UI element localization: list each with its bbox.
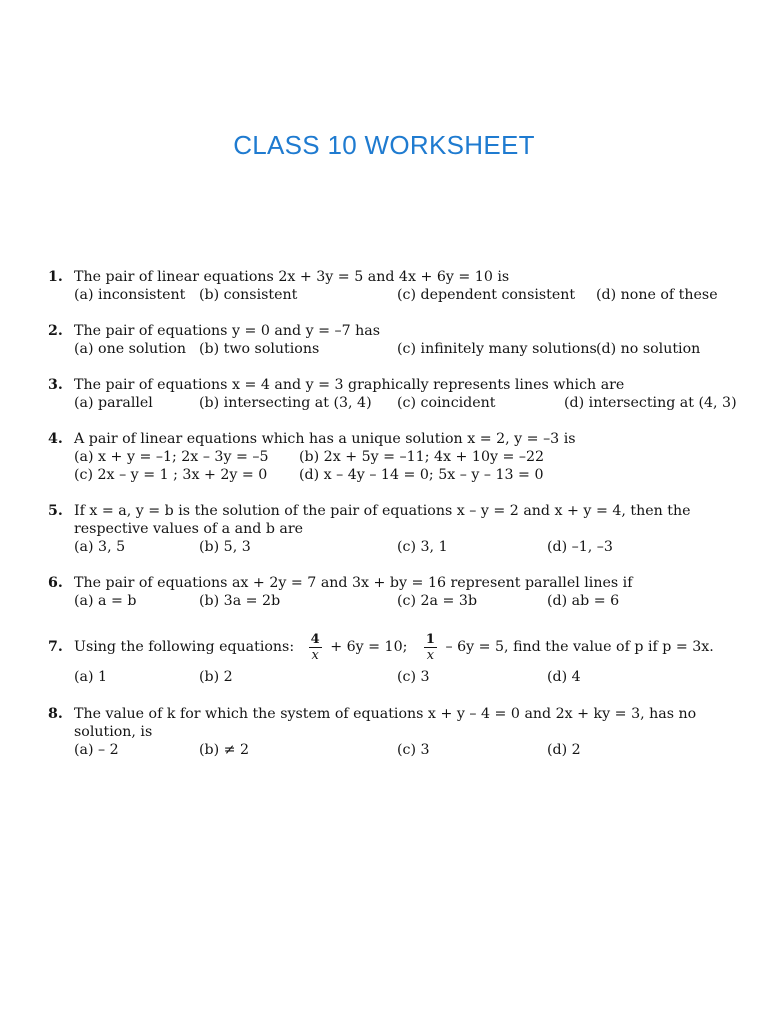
question-3 (48, 376, 738, 412)
option-c: (c) 2x – y = 1 ; 3x + 2y = 0 (74, 467, 268, 483)
option-d: (d) intersecting at (4, 3) (564, 395, 737, 411)
question-6 (48, 574, 738, 610)
question-stem: A pair of linear equations which has a unique solution x = 2, y = –3 is (74, 431, 576, 447)
question-1 (48, 268, 738, 304)
option-a: (a) parallel (74, 395, 153, 411)
question-4 (48, 430, 738, 484)
option-row (74, 741, 738, 759)
question-number: 2. (48, 323, 63, 339)
fraction-denominator: x (426, 647, 435, 663)
stem-middle: + 6y = 10; (330, 639, 408, 655)
option-b: (b) two solutions (199, 341, 320, 357)
option-d: (d) –1, –3 (547, 539, 613, 555)
option-a: (a) 3, 5 (74, 539, 126, 555)
option-a: (a) – 2 (74, 742, 119, 758)
option-a: (a) x + y = –1; 2x – 3y = –5 (74, 449, 269, 465)
option-b: (b) 2 (199, 669, 233, 685)
option-a: (a) one solution (74, 341, 187, 357)
option-a: (a) inconsistent (74, 287, 186, 303)
option-d: (d) 4 (547, 669, 581, 685)
question-7 (48, 628, 738, 686)
option-row (74, 538, 738, 556)
fraction-4-over-x (309, 632, 322, 663)
question-stem (74, 628, 738, 666)
question-8 (48, 705, 738, 759)
option-row (74, 340, 738, 358)
option-c: (c) 3 (397, 669, 430, 685)
stem-suffix: – 6y = 5, find the value of p if p = 3x. (445, 639, 714, 655)
option-d: (d) no solution (596, 341, 701, 357)
question-number: 7. (48, 639, 63, 655)
fraction-1-over-x (424, 632, 437, 663)
question-number: 8. (48, 706, 63, 722)
option-b: (b) intersecting at (3, 4) (199, 395, 372, 411)
question-number: 1. (48, 269, 63, 285)
worksheet-title: CLASS 10 WORKSHEET (233, 130, 535, 160)
fraction-denominator: x (311, 647, 319, 663)
question-stem: The pair of equations x = 4 and y = 3 graphically represents lines which are (74, 377, 625, 393)
question-stem: The value of k for which the system of equations x + y – 4 = 0 and 2x + ky = 3, has no solution, is (74, 706, 697, 740)
option-b: (b) 3a = 2b (199, 593, 281, 609)
question-5 (48, 502, 738, 556)
option-c: (c) infinitely many solutions (397, 341, 597, 357)
question-number: 3. (48, 377, 63, 393)
option-a: (a) 1 (74, 669, 108, 685)
question-2 (48, 322, 738, 358)
question-stem: The pair of equations y = 0 and y = –7 has (74, 323, 381, 339)
option-c: (c) dependent consistent (397, 287, 576, 303)
option-b: (b) 2x + 5y = –11; 4x + 10y = –22 (299, 449, 545, 465)
fraction-numerator: 1 (425, 631, 435, 647)
option-row (74, 286, 738, 304)
question-stem: The pair of linear equations 2x + 3y = 5 and 4x + 6y = 10 is (74, 269, 510, 285)
option-row (74, 394, 738, 412)
option-d: (d) 2 (547, 742, 581, 758)
question-stem: If x = a, y = b is the solution of the pair of equations x – y = 2 and x + y = 4, then the respective values of a and b are (74, 503, 691, 537)
option-c: (c) 3, 1 (397, 539, 448, 555)
option-d: (d) x – 4y – 14 = 0; 5x – y – 13 = 0 (299, 467, 544, 483)
option-b: (b) consistent (199, 287, 298, 303)
option-row (74, 466, 738, 484)
option-b: (b) 5, 3 (199, 539, 251, 555)
option-row (74, 668, 738, 686)
option-c: (c) 3 (397, 742, 430, 758)
option-row (74, 592, 738, 610)
option-a: (a) a = b (74, 593, 137, 609)
option-row (74, 448, 738, 466)
question-stem: The pair of equations ax + 2y = 7 and 3x + by = 16 represent parallel lines if (74, 575, 633, 591)
option-c: (c) 2a = 3b (397, 593, 478, 609)
question-number: 6. (48, 575, 63, 591)
option-d: (d) none of these (596, 287, 718, 303)
option-c: (c) coincident (397, 395, 496, 411)
option-d: (d) ab = 6 (547, 593, 620, 609)
option-b: (b) ≠ 2 (199, 742, 250, 758)
stem-prefix: Using the following equations: (74, 639, 295, 655)
question-number: 5. (48, 503, 63, 519)
question-number: 4. (48, 431, 63, 447)
fraction-numerator: 4 (310, 631, 320, 647)
